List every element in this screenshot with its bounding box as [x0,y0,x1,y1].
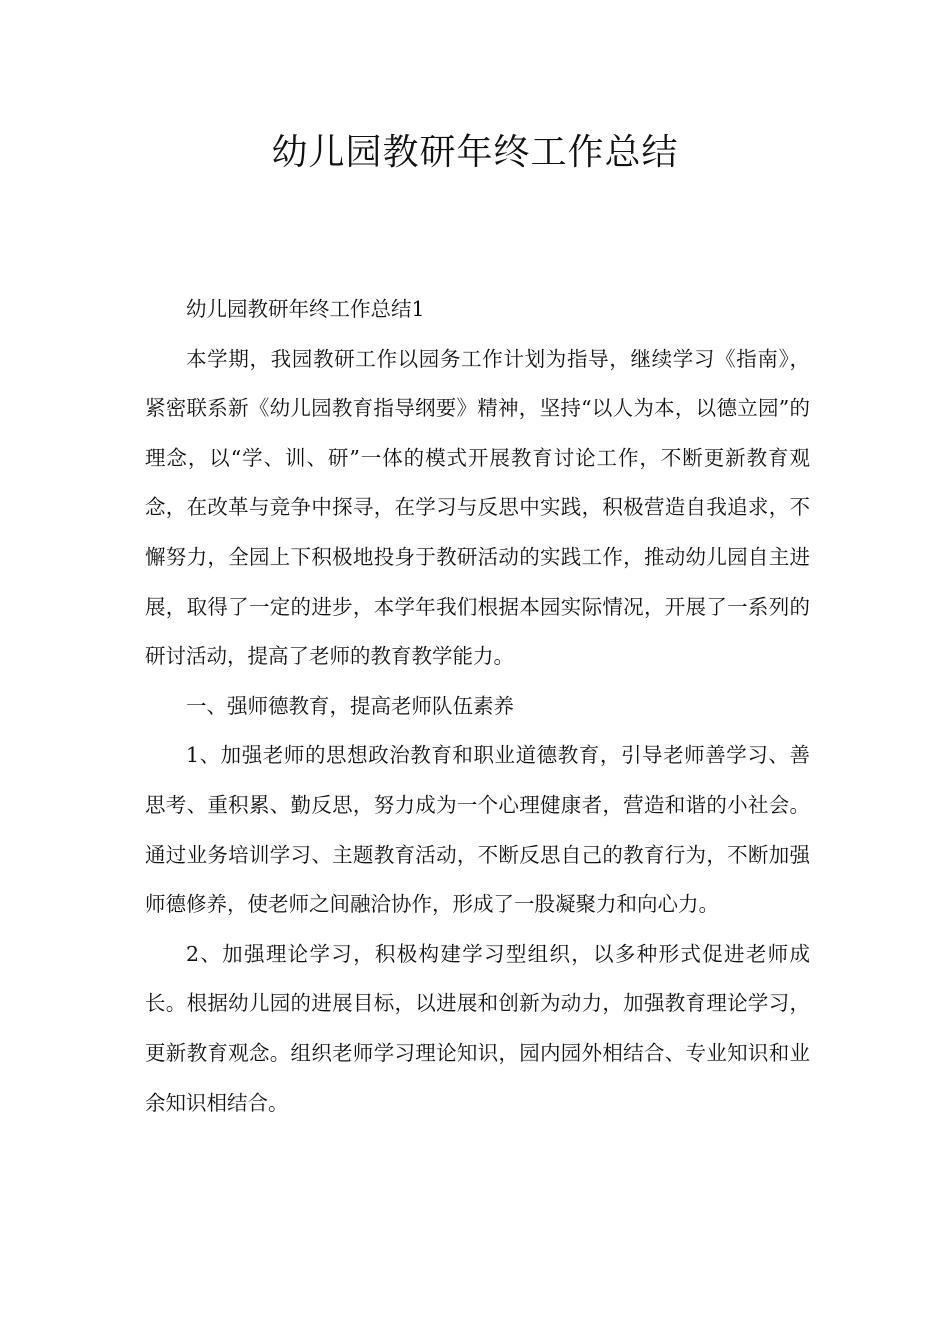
document-title: 幼儿园教研年终工作总结 [271,132,679,173]
body-paragraph: 1、加强老师的思想政治教育和职业道德教育，引导老师善学习、善思考、重积累、勤反思，努力成为一个心理健康者，营造和谐的小社会。通过业务培训学习、主题教育活动，不断反思自己的教育行为，不断加强师德修养，使老师之间融洽协作，形成了一股凝聚力和向心力。 [145,743,810,917]
document-body [145,285,810,1128]
body-paragraph: 2、加强理论学习，积极构建学习型组织，以多种形式促进老师成长。根据幼儿园的进展目标，以进展和创新为动力，加强教育理论学习，更新教育观念。组织老师学习理论知识，园内园外相结合、专业知识和业余知识相结合。 [145,941,810,1115]
subsection-heading: 一、强师德教育，提高老师队伍素养 [186,693,514,718]
intro-paragraph: 本学期，我园教研工作以园务工作计划为指导，继续学习《指南》，紧密联系新《幼儿园教育指导纲要》精神，坚持“以人为本，以德立园”的理念，以“学、训、研”一体的模式开展教育讨论工作，不断更新教育观念，在改革与竞争中探寻，在学习与反思中实践，积极营造自我追求，不懈努力，全园上下积极地投身于教研活动的实践工作，推动幼儿园自主进展，取得了一定的进步，本学年我们根据本园实际情况，开展了一系列的研讨活动，提高了老师的教育教学能力。 [145,346,810,669]
section-heading: 幼儿园教研年终工作总结1 [186,297,425,321]
